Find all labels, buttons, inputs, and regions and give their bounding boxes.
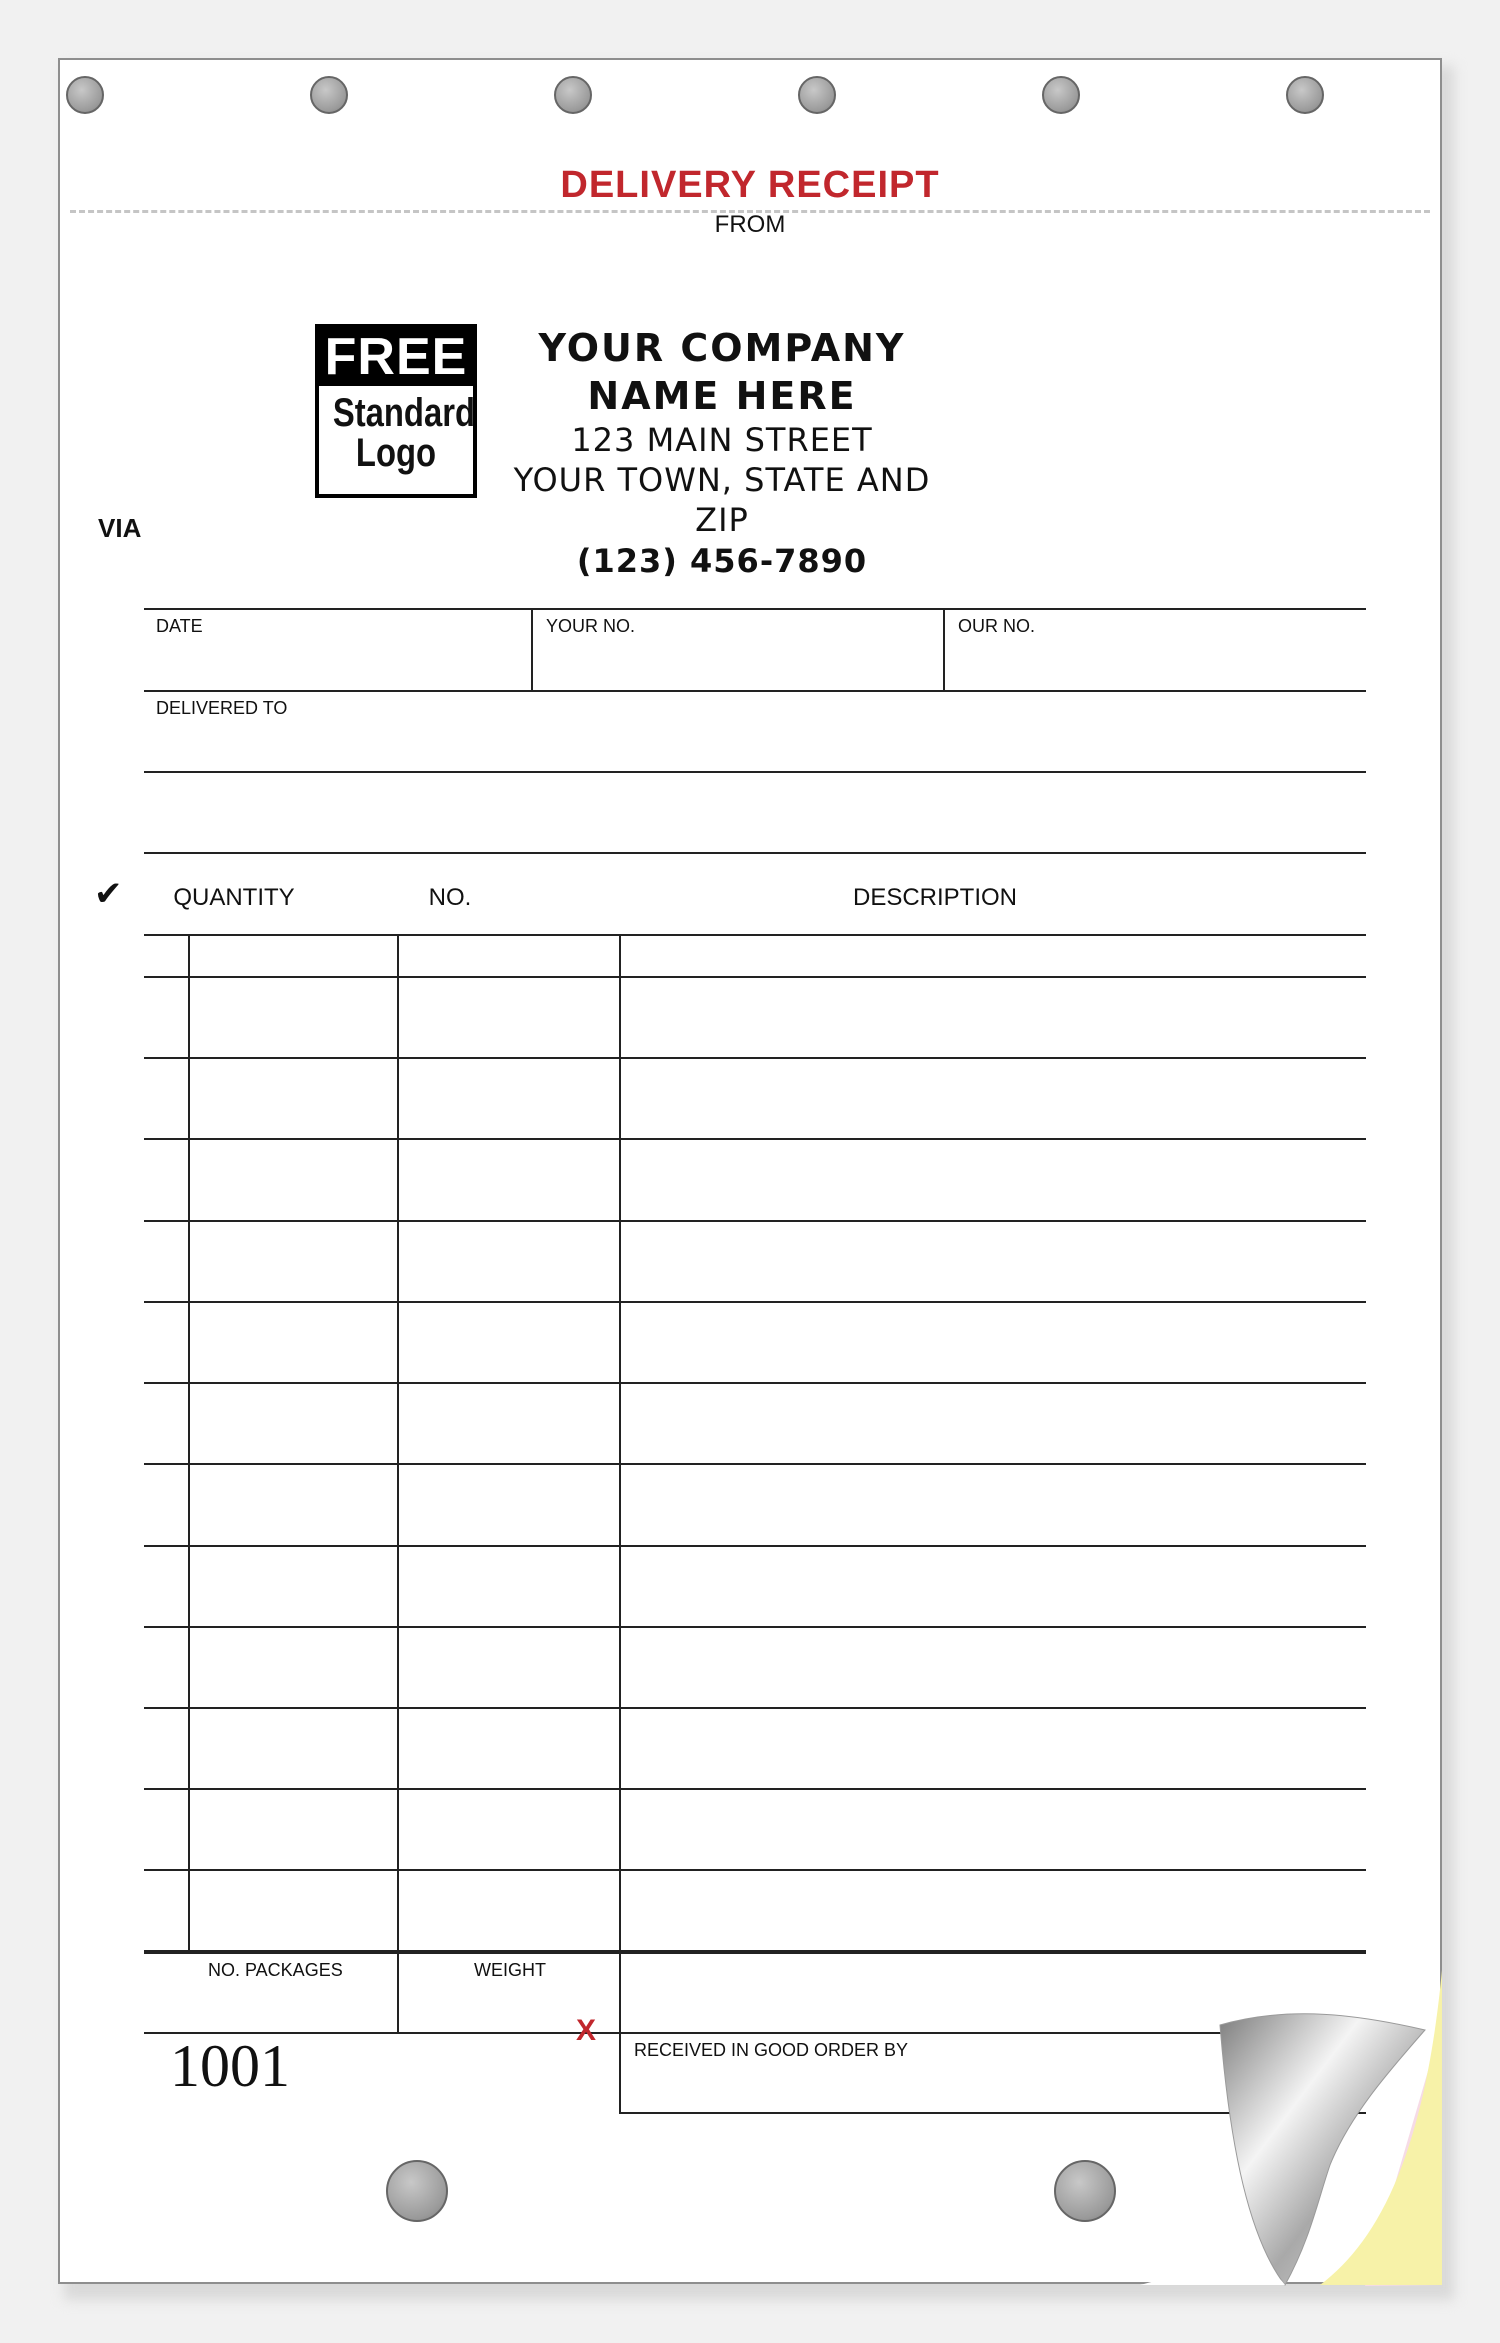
divider <box>144 690 1366 692</box>
delivery-receipt-form <box>58 58 1442 2284</box>
binding-hole-icon <box>66 76 104 114</box>
description-column-header: DESCRIPTION <box>852 884 1017 911</box>
your-no-label: YOUR NO. <box>546 616 636 636</box>
divider <box>943 608 945 690</box>
binding-hole-icon <box>386 2160 448 2222</box>
delivered-to-line <box>144 852 1366 854</box>
company-phone: (123) 456-7890 <box>576 542 868 580</box>
logo-standard-text: Standard <box>332 391 476 435</box>
company-city: YOUR TOWN, STATE AND ZIP <box>513 461 931 539</box>
company-street: 123 MAIN STREET <box>571 421 873 459</box>
logo-logo-text: Logo <box>355 431 437 475</box>
table-row-line <box>144 1463 1366 1465</box>
binding-hole-icon <box>798 76 836 114</box>
binding-hole-icon <box>1042 76 1080 114</box>
company-block <box>492 324 952 582</box>
binding-hole-icon <box>310 76 348 114</box>
binding-hole-icon <box>1286 76 1324 114</box>
signature-x-mark: X <box>576 2014 597 2047</box>
signature-line <box>619 2112 1366 2114</box>
table-row-line <box>144 1057 1366 1059</box>
no-packages-label: NO. PACKAGES <box>208 1960 343 1980</box>
company-name: YOUR COMPANY NAME HERE <box>538 326 906 418</box>
form-number: 1001 <box>170 2033 290 2099</box>
our-no-label: OUR NO. <box>958 616 1036 636</box>
binding-hole-icon <box>1054 2160 1116 2222</box>
table-row-line <box>144 1545 1366 1547</box>
company-logo <box>315 324 477 498</box>
delivered-to-label: DELIVERED TO <box>156 698 288 718</box>
quantity-column-header: QUANTITY <box>173 884 295 911</box>
column-divider <box>188 934 190 1952</box>
binding-hole-icon <box>554 76 592 114</box>
table-row-line <box>144 1707 1366 1709</box>
table-row-line <box>144 1788 1366 1790</box>
form-title: DELIVERY RECEIPT <box>560 164 940 206</box>
table-row-line <box>144 1301 1366 1303</box>
table-bottom-border <box>144 1950 1366 1954</box>
divider <box>531 608 533 690</box>
table-row-line <box>144 1626 1366 1628</box>
received-by-label: RECEIVED IN GOOD ORDER BY <box>634 2040 909 2060</box>
weight-label: WEIGHT <box>474 1960 546 1980</box>
no-column-header: NO. <box>428 884 472 911</box>
table-row-line <box>144 1869 1366 1871</box>
table-row-line <box>144 1220 1366 1222</box>
divider <box>144 608 1366 610</box>
date-label: DATE <box>156 616 203 636</box>
check-column-icon: ✔ <box>94 875 123 913</box>
column-divider <box>397 934 399 2032</box>
column-divider <box>619 934 621 2112</box>
table-row-line <box>144 976 1366 978</box>
logo-free-text: FREE <box>319 328 473 386</box>
delivered-to-line <box>144 771 1366 773</box>
table-row-line <box>144 1138 1366 1140</box>
table-row-line <box>144 1382 1366 1384</box>
from-label: FROM <box>714 211 786 238</box>
via-label: VIA <box>98 513 142 543</box>
divider <box>144 2032 1366 2034</box>
table-top-border <box>144 934 1366 936</box>
